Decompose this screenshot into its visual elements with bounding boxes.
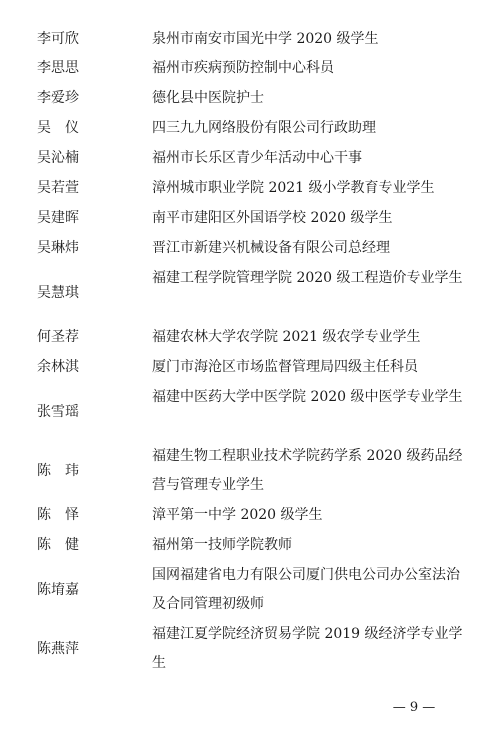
person-name: 李可欣 [37,31,79,47]
list-item [0,353,493,382]
list-item [0,442,493,500]
list-item [0,323,493,352]
person-description: 南平市建阳区外国语学校 2020 级学生 [152,210,393,226]
list-item [0,531,493,560]
person-name: 余林淇 [37,359,79,375]
person-name: 吴建晖 [37,210,79,226]
person-description: 福建农林大学农学院 2021 级农学专业学生 [152,329,421,345]
person-name: 陈堉嘉 [37,582,79,598]
person-name: 陈燕萍 [37,641,79,657]
person-name: 张雪瑶 [37,404,79,420]
person-description: 厦门市海沧区市场监督管理局四级主任科员 [152,359,418,375]
list-item [0,25,493,54]
person-description: 晋江市新建兴机械设备有限公司总经理 [152,240,390,256]
person-description: 福建江夏学院经济贸易学院 2019 级经济学专业学生 [152,626,463,671]
person-name: 吴慧琪 [37,285,79,301]
person-name: 陈 怿 [37,507,79,523]
person-name: 李思思 [37,60,79,76]
list-item [0,620,493,678]
person-name: 陈 健 [37,537,79,553]
person-name: 吴若萱 [37,180,79,196]
person-name: 何圣荐 [37,329,79,345]
list-item [0,114,493,143]
list-item [0,264,493,322]
page-number: — 9 — [392,700,436,715]
list-item [0,383,493,441]
person-description: 泉州市南安市国光中学 2020 级学生 [152,31,379,47]
person-description: 德化县中医院护士 [152,90,264,106]
person-description: 国网福建省电力有限公司厦门供电公司办公室法治及合同管理初级师 [152,567,460,612]
person-description: 漳平第一中学 2020 级学生 [152,507,323,523]
list-item [0,144,493,173]
person-name: 陈 玮 [37,463,79,479]
person-description: 福州市长乐区青少年活动中心干事 [152,150,362,166]
person-description: 福建中医药大学中医学院 2020 级中医学专业学生 [152,389,463,405]
person-description: 漳州城市职业学院 2021 级小学教育专业学生 [152,180,435,196]
list-item [0,501,493,530]
person-description: 福建工程学院管理学院 2020 级工程造价专业学生 [152,270,463,286]
person-name: 吴沁楠 [37,150,79,166]
list-item [0,84,493,113]
person-name: 吴 仪 [37,120,79,136]
person-description: 福州市疾病预防控制中心科员 [152,60,334,76]
list-item [0,234,493,263]
person-description: 福州第一技师学院教师 [152,537,292,553]
list-item [0,204,493,233]
person-description: 四三九九网络股份有限公司行政助理 [152,120,376,136]
list-item [0,174,493,203]
person-name: 吴琳炜 [37,240,79,256]
list-item [0,54,493,83]
person-description: 福建生物工程职业技术学院药学系 2020 级药品经营与管理专业学生 [152,448,463,493]
person-name: 李爱珍 [37,90,79,106]
list-item [0,561,493,619]
